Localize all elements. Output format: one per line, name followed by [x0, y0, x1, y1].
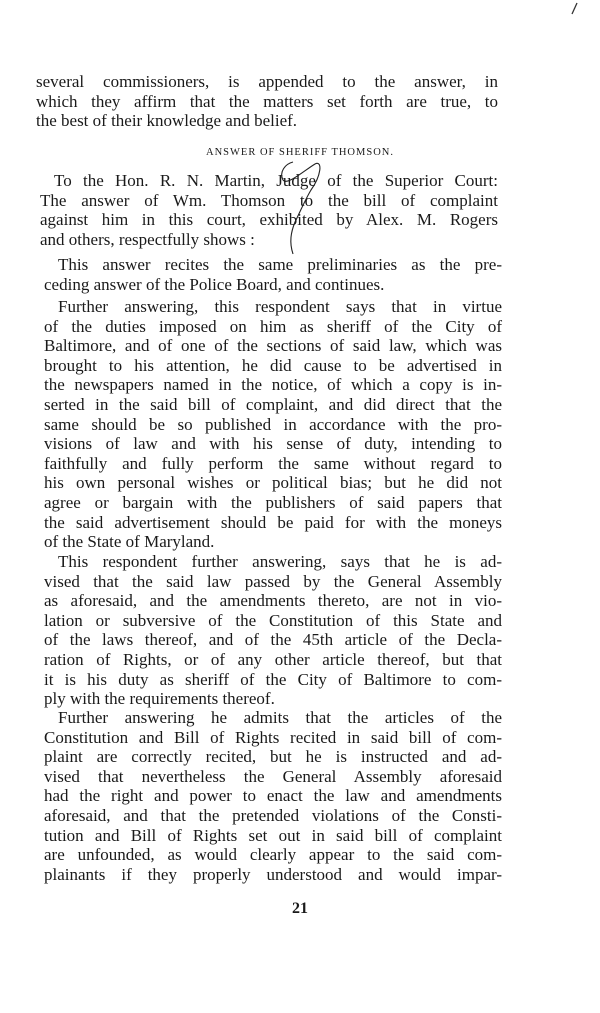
- text-line: Baltimore, and of one of the sections of said law, which was: [44, 336, 502, 356]
- text-line: vised that the said law passed by the General Assembly: [44, 571, 502, 591]
- text-line: are unfounded, as would clearly appear to the said com-: [44, 845, 502, 865]
- text-line: same should be so published in accordance with the pro-: [44, 414, 502, 434]
- text-line: of the laws thereof, and of the 45th article of the Decla-: [44, 630, 502, 650]
- page-number: 21: [292, 900, 308, 917]
- text-line: as aforesaid, and the amendments thereto, are not in vio-: [44, 591, 502, 611]
- text-line: his own personal wishes or political bias; but he did not: [44, 473, 502, 493]
- paragraph-3: [44, 255, 502, 294]
- text-line: had the right and power to enact the law and amendments: [44, 786, 502, 806]
- text-line: of the State of Maryland.: [44, 532, 215, 552]
- text-line: This respondent further answering, says that he is ad-: [58, 552, 502, 571]
- paragraph-1: [36, 72, 498, 131]
- text-line: Further answering he admits that the articles of the: [58, 708, 502, 727]
- paragraph-2: [40, 171, 498, 249]
- text-line: visions of law and with his sense of duty, intending to: [44, 434, 502, 454]
- text-line: aforesaid, and that the pretended violations of the Consti-: [44, 805, 502, 825]
- text-line: tution and Bill of Rights set out in said bill of complaint: [44, 825, 502, 845]
- text-line: To the Hon. R. N. Martin, Judge of the Superior Court:: [54, 171, 498, 190]
- text-line: Further answering, this respondent says that in virtue: [58, 297, 502, 316]
- text-line: serted in the said bill of complaint, and did direct that the: [44, 394, 502, 414]
- text-line: plainants if they properly understood and would impar-: [44, 864, 502, 884]
- text-line: the newspapers named in the notice, of which a copy is in-: [44, 375, 502, 395]
- text-line: and others, respectfully shows :: [40, 229, 255, 249]
- text-line: it is his duty as sheriff of the City of Baltimore to com-: [44, 669, 502, 689]
- text-line: ceding answer of the Police Board, and continues.: [44, 274, 385, 294]
- text-line: The answer of Wm. Thomson to the bill of complaint: [40, 190, 498, 210]
- text-line: plaint are correctly recited, but he is instructed and ad-: [44, 747, 502, 767]
- text-line: which they affirm that the matters set forth are true, to: [36, 91, 498, 111]
- text-line: against him in this court, exhibited by Alex. M. Rogers: [40, 210, 498, 230]
- text-line: lation or subversive of the Constitution of this State and: [44, 610, 502, 630]
- paragraph-4: [44, 297, 502, 552]
- text-line: the said advertisement should be paid for with the moneys: [44, 512, 502, 532]
- text-line: This answer recites the same preliminaries as the pre-: [58, 255, 502, 274]
- corner-mark: [568, 2, 580, 16]
- text-line: ration of Rights, or of any other article thereof, but that: [44, 649, 502, 669]
- text-line: vised that nevertheless the General Assembly aforesaid: [44, 766, 502, 786]
- text-line: brought to his attention, he did cause to be advertised in: [44, 355, 502, 375]
- text-line: agree or bargain with the publishers of said papers that: [44, 492, 502, 512]
- section-heading: ANSWER OF SHERIFF THOMSON.: [205, 147, 394, 158]
- paragraph-6: [44, 708, 502, 884]
- text-line: several commissioners, is appended to the answer, in: [36, 72, 498, 91]
- paragraph-5: [44, 552, 502, 709]
- text-line: faithfully and fully perform the same without regard to: [44, 453, 502, 473]
- text-line: Constitution and Bill of Rights recited in said bill of com-: [44, 727, 502, 747]
- text-line: ply with the requirements thereof.: [44, 689, 275, 709]
- text-line: of the duties imposed on him as sheriff of the City of: [44, 316, 502, 336]
- text-line: the best of their knowledge and belief.: [36, 111, 298, 131]
